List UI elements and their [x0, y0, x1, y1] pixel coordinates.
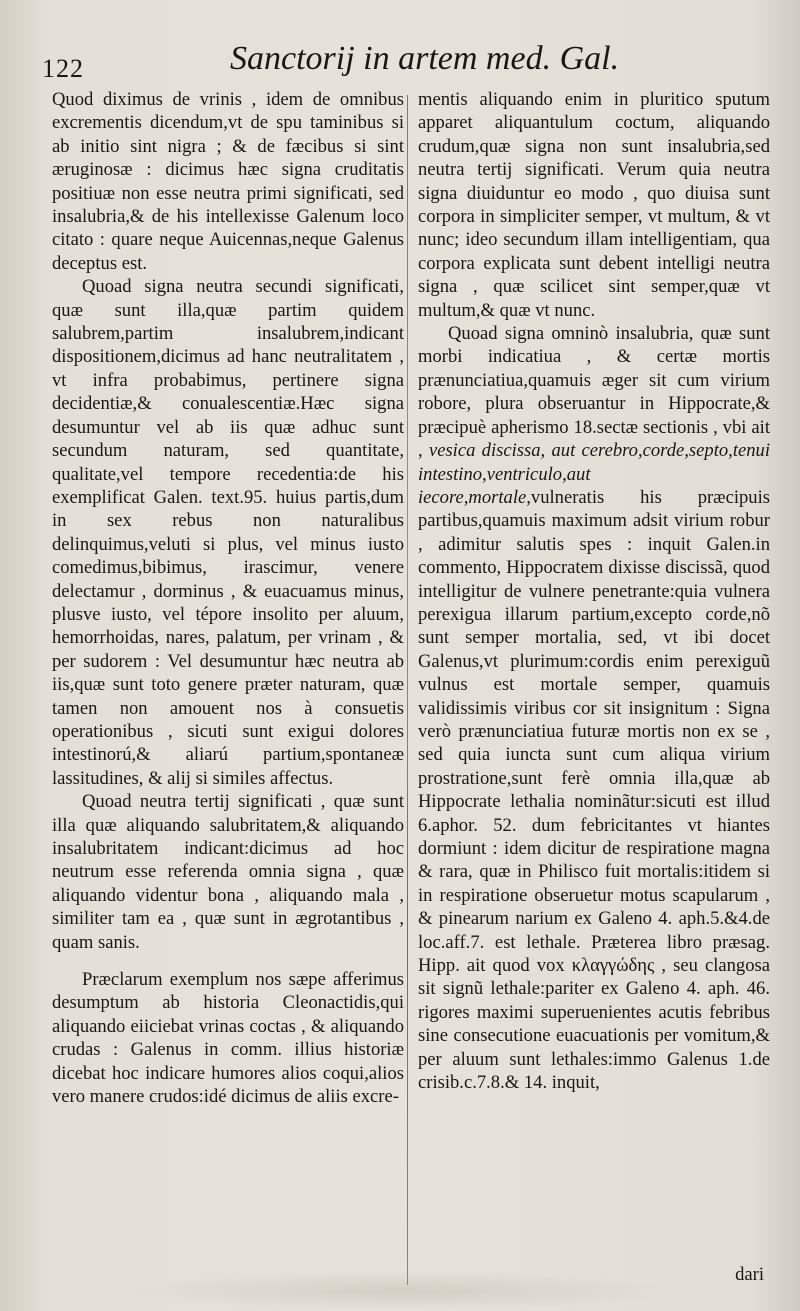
paragraph: Quoad signa neutra secundi significati, quæ sunt illa,quæ partim quidem salubrem,partim insalubrem,indicant dispositionem,dicimus ad hanc neutralitatem , vt infra probabimus, pertinere signa decidentiæ,& conualescentiæ.Hæc signa desumuntur vel ab iis quæ adhuc sunt secundum naturam, sed quantitate, qualitate,vel tempore recedentia:de his exemplificat Galen. text.95. huius partis,dum in sex rebus non naturalibus delinquimus,veluti si plus, vel minus iusto comedimus,bibimus, irascimur, venere delectamur , dorminus , & euacuamus minus, plusve iusto, vel tépore insolito per aluum, hemorrhoidas, nares, palatum, per vrinam , & per sudorem : Vel desumuntur hæc neutra ab iis,quæ sunt toto genere præter naturam, quæ tamen non amouent nos à consuetis operationibus , sicuti sunt exigui dolores intestinorú,& aliarú partium,spontaneæ lassitudines, & alij si similes affectus. [52, 276, 404, 789]
greek-word: κλαγγώδης [571, 955, 655, 977]
paragraph [418, 322, 770, 1094]
paragraph: Præclarum exemplum nos sæpe afferimus desumptum ab historia Cleonactidis,qui aliquando eiiciebat vrinas coctas , & aliquando crudas : Galenus in comm. illius historiæ dicebat hoc indicare humores alios coqui,alios vero manere crudos:idé dicimus de aliis excre- [52, 969, 404, 1108]
column-divider [407, 95, 408, 1285]
paragraph: Quoad neutra tertij significati , quæ sunt illa quæ aliquando salubritatem,& aliquando insalubritatem indicant:dicimus ad hoc neutrum esse referenda omnia signa , quæ aliquando videntur bona , aliquando mala , similiter tam ea , quæ sunt in ægrotantibus , quam sanis. [52, 791, 404, 953]
page-header [0, 40, 800, 90]
paragraph: mentis aliquando enim in pluritico sputum apparet aliquantulum coctum, aliquando crudum,quæ signa non sunt insalubria,sed neutra tertij significati. Verum quia neutra signa diuiduntur eo modo , quo diuisa sunt corpora in simpliciter semper, vt multum, & vt nunc; ideo secundum illam intelligentiam, qua corpora explicata sunt debent intelligi neutra signa , quæ scilicet sint semper,quæ vt multum,& quæ vt nunc. [418, 89, 770, 321]
paragraph-text: Quoad signa omninò insalubria, quæ sunt morbi indicatiua , & certæ mortis prænunciatiua,quamuis æger sit cum virium robore, plura obseruantur in Hippocrate,& præcipuè apherismo 18.sectæ sectionis , vbi ait , [418, 323, 770, 462]
page-number: 122 [42, 54, 84, 83]
paragraph-text: , seu clangosa sit signũ lethale:pariter ex Galeno 4. aph. 46. rigores maximi superuenientes acutis febribus sine consecutione euacuationis per vomitum,& per aluum sunt lethales:immo Galenus 1.de crisib.c.7.8.& 14. inquit, [418, 955, 770, 1094]
page-stain [120, 1271, 680, 1311]
aphorism-quote: vesica discissa, aut cerebro,corde,septo,tenui intestino,ventriculo,aut iecore,mortale, [418, 440, 770, 508]
paragraph-text: vulneratis his præcipuis partibus,quamuis maximum adsit virium robur , adimitur salutis spes : inquit Galen.in commento, Hippocratem dixisse discissã, quod intelligitur de vulnere penetrante:quia vulnera perexigua illarum partium,excepto corde,nõ sunt semper mortalia, sed, vt ibi docet Galenus,vt plurimum:cordis enim perexiguũ vulnus est mortale semper, quamuis validissimis viribus cor sit insignitum : Signa verò prænunciatiua futuræ mortis non ex se , sed quia iuncta sunt cum aliqua virium prostratione,sunt ferè omnia illa,quæ ab Hippocrate lethalia nominãtur:sicuti est illud 6.aphor. 52. dum febricitantes vt hiantes dormiunt : idem dicitur de respiratione magna & rara, quæ in Philisco fuit mortalis:itidem si in respiratione obseruetur motus scapularum , & pinearum narium ex Galeno 4. aph.5.&4.de loc.aff.7. est lethale. Præterea libro præsag. Hipp. ait quod vox [418, 486, 770, 977]
left-column [52, 88, 404, 1108]
catchword: dari [735, 1264, 764, 1285]
paragraph: Quod diximus de vrinis , idem de omnibus excrementis dicendum,vt de spu taminibus si ab initio sint nigra ; & de fæcibus si sint æruginosæ : dicimus hæc signa cruditatis positiuæ non esse neutra primi significati, sed insalubria,& de his intellexisse Galenum loco citato : quare neque Auicennas,neque Galenus deceptus est. [52, 89, 404, 274]
right-column [418, 88, 770, 1094]
running-head: Sanctorij in artem med. Gal. [230, 40, 620, 77]
